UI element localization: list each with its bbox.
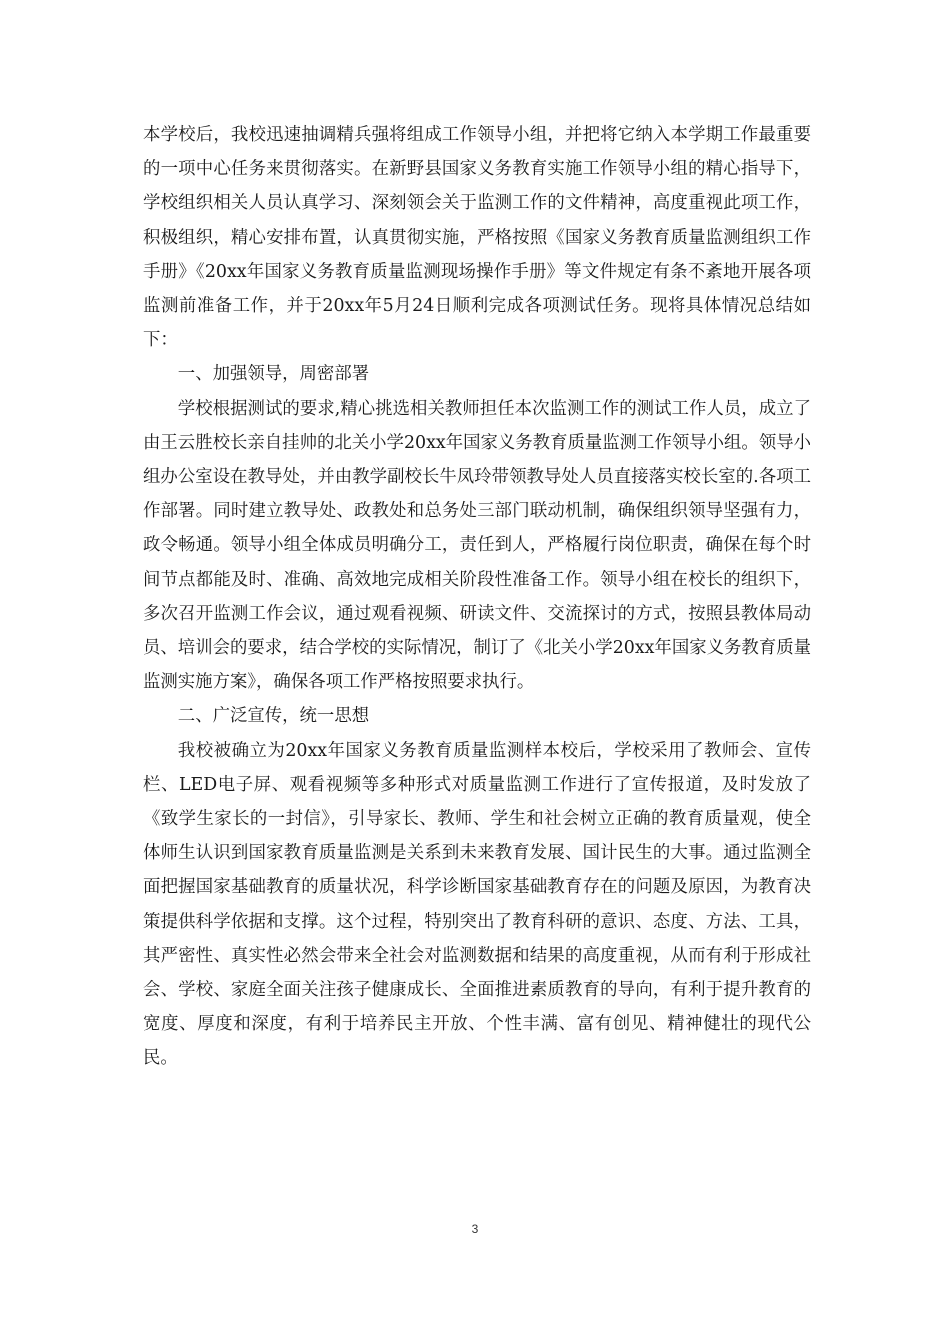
section-heading-publicity: 二、广泛宣传，统一思想 — [177, 706, 370, 727]
paragraph-continuation: 本学校后，我校迅速抽调精兵强将组成工作领导小组，并把将它纳入本学期工作最重要的一项中心任务来贯彻落实。在新野县国家义务教育实施工作领导小组的精心指导下，学校组织相关人员认真学习、深刻领会关于监测工作的文件精神，高度重视此项工作，积极组织，精心安排布置，认真贯彻实施，严格按照《国家义务教育质量监测组织工作手册》《20xx年国家义务教育质量监测现场操作手册》等文件规定有条不紊地开展各项监测前准备工作，并于20xx年5月24日顺利完成各项测试任务。现将具体情况总结如下： — [143, 125, 811, 351]
page-number: 3 — [471, 1222, 479, 1236]
paragraph-leadership: 学校根据测试的要求,精心挑选相关教师担任本次监测工作的测试工作人员，成立了由王云胜校长亲自挂帅的北关小学20xx年国家义务教育质量监测工作领导小组。领导小组办公室设在教导处，并由教学副校长牛凤玲带领教导处人员直接落实校长室的.各项工作部署。同时建立教导处、政教处和总务处三部门联动机制，确保组织领导坚强有力，政令畅通。领导小组全体成员明确分工，责任到人，严格履行岗位职责，确保在每个时间节点都能及时、准确、高效地完成相关阶段性准备工作。领导小组在校长的组织下，多次召开监测工作会议，通过观看视频、研读文件、交流探讨的方式，按照县教体局动员、培训会的要求，结合学校的实际情况，制订了《北关小学20xx年国家义务教育质量监测实施方案》，确保各项工作严格按照要求执行。 — [143, 398, 811, 693]
paragraph-publicity: 我校被确立为20xx年国家义务教育质量监测样本校后，学校采用了教师会、宣传栏、LED电子屏、观看视频等多种形式对质量监测工作进行了宣传报道，及时发放了《致学生家长的一封信》，引导家长、教师、学生和社会树立正确的教育质量观，使全体师生认识到国家教育质量监测是关系到未来教育发展、国计民生的大事。通过监测全面把握国家基础教育的质量状况，科学诊断国家基础教育存在的问题及原因，为教育决策提供科学依据和支撑。这个过程，特别突出了教育科研的意识、态度、方法、工具，其严密性、真实性必然会带来全社会对监测数据和结果的高度重视，从而有利于形成社会、学校、家庭全面关注孩子健康成长、全面推进素质教育的导向，有利于提升教育的宽度、厚度和深度，有利于培养民主开放、个性丰满、富有创见、精神健壮的现代公民。 — [143, 740, 811, 1069]
section-heading-leadership: 一、加强领导，周密部署 — [177, 364, 370, 385]
document-body — [143, 118, 811, 1076]
